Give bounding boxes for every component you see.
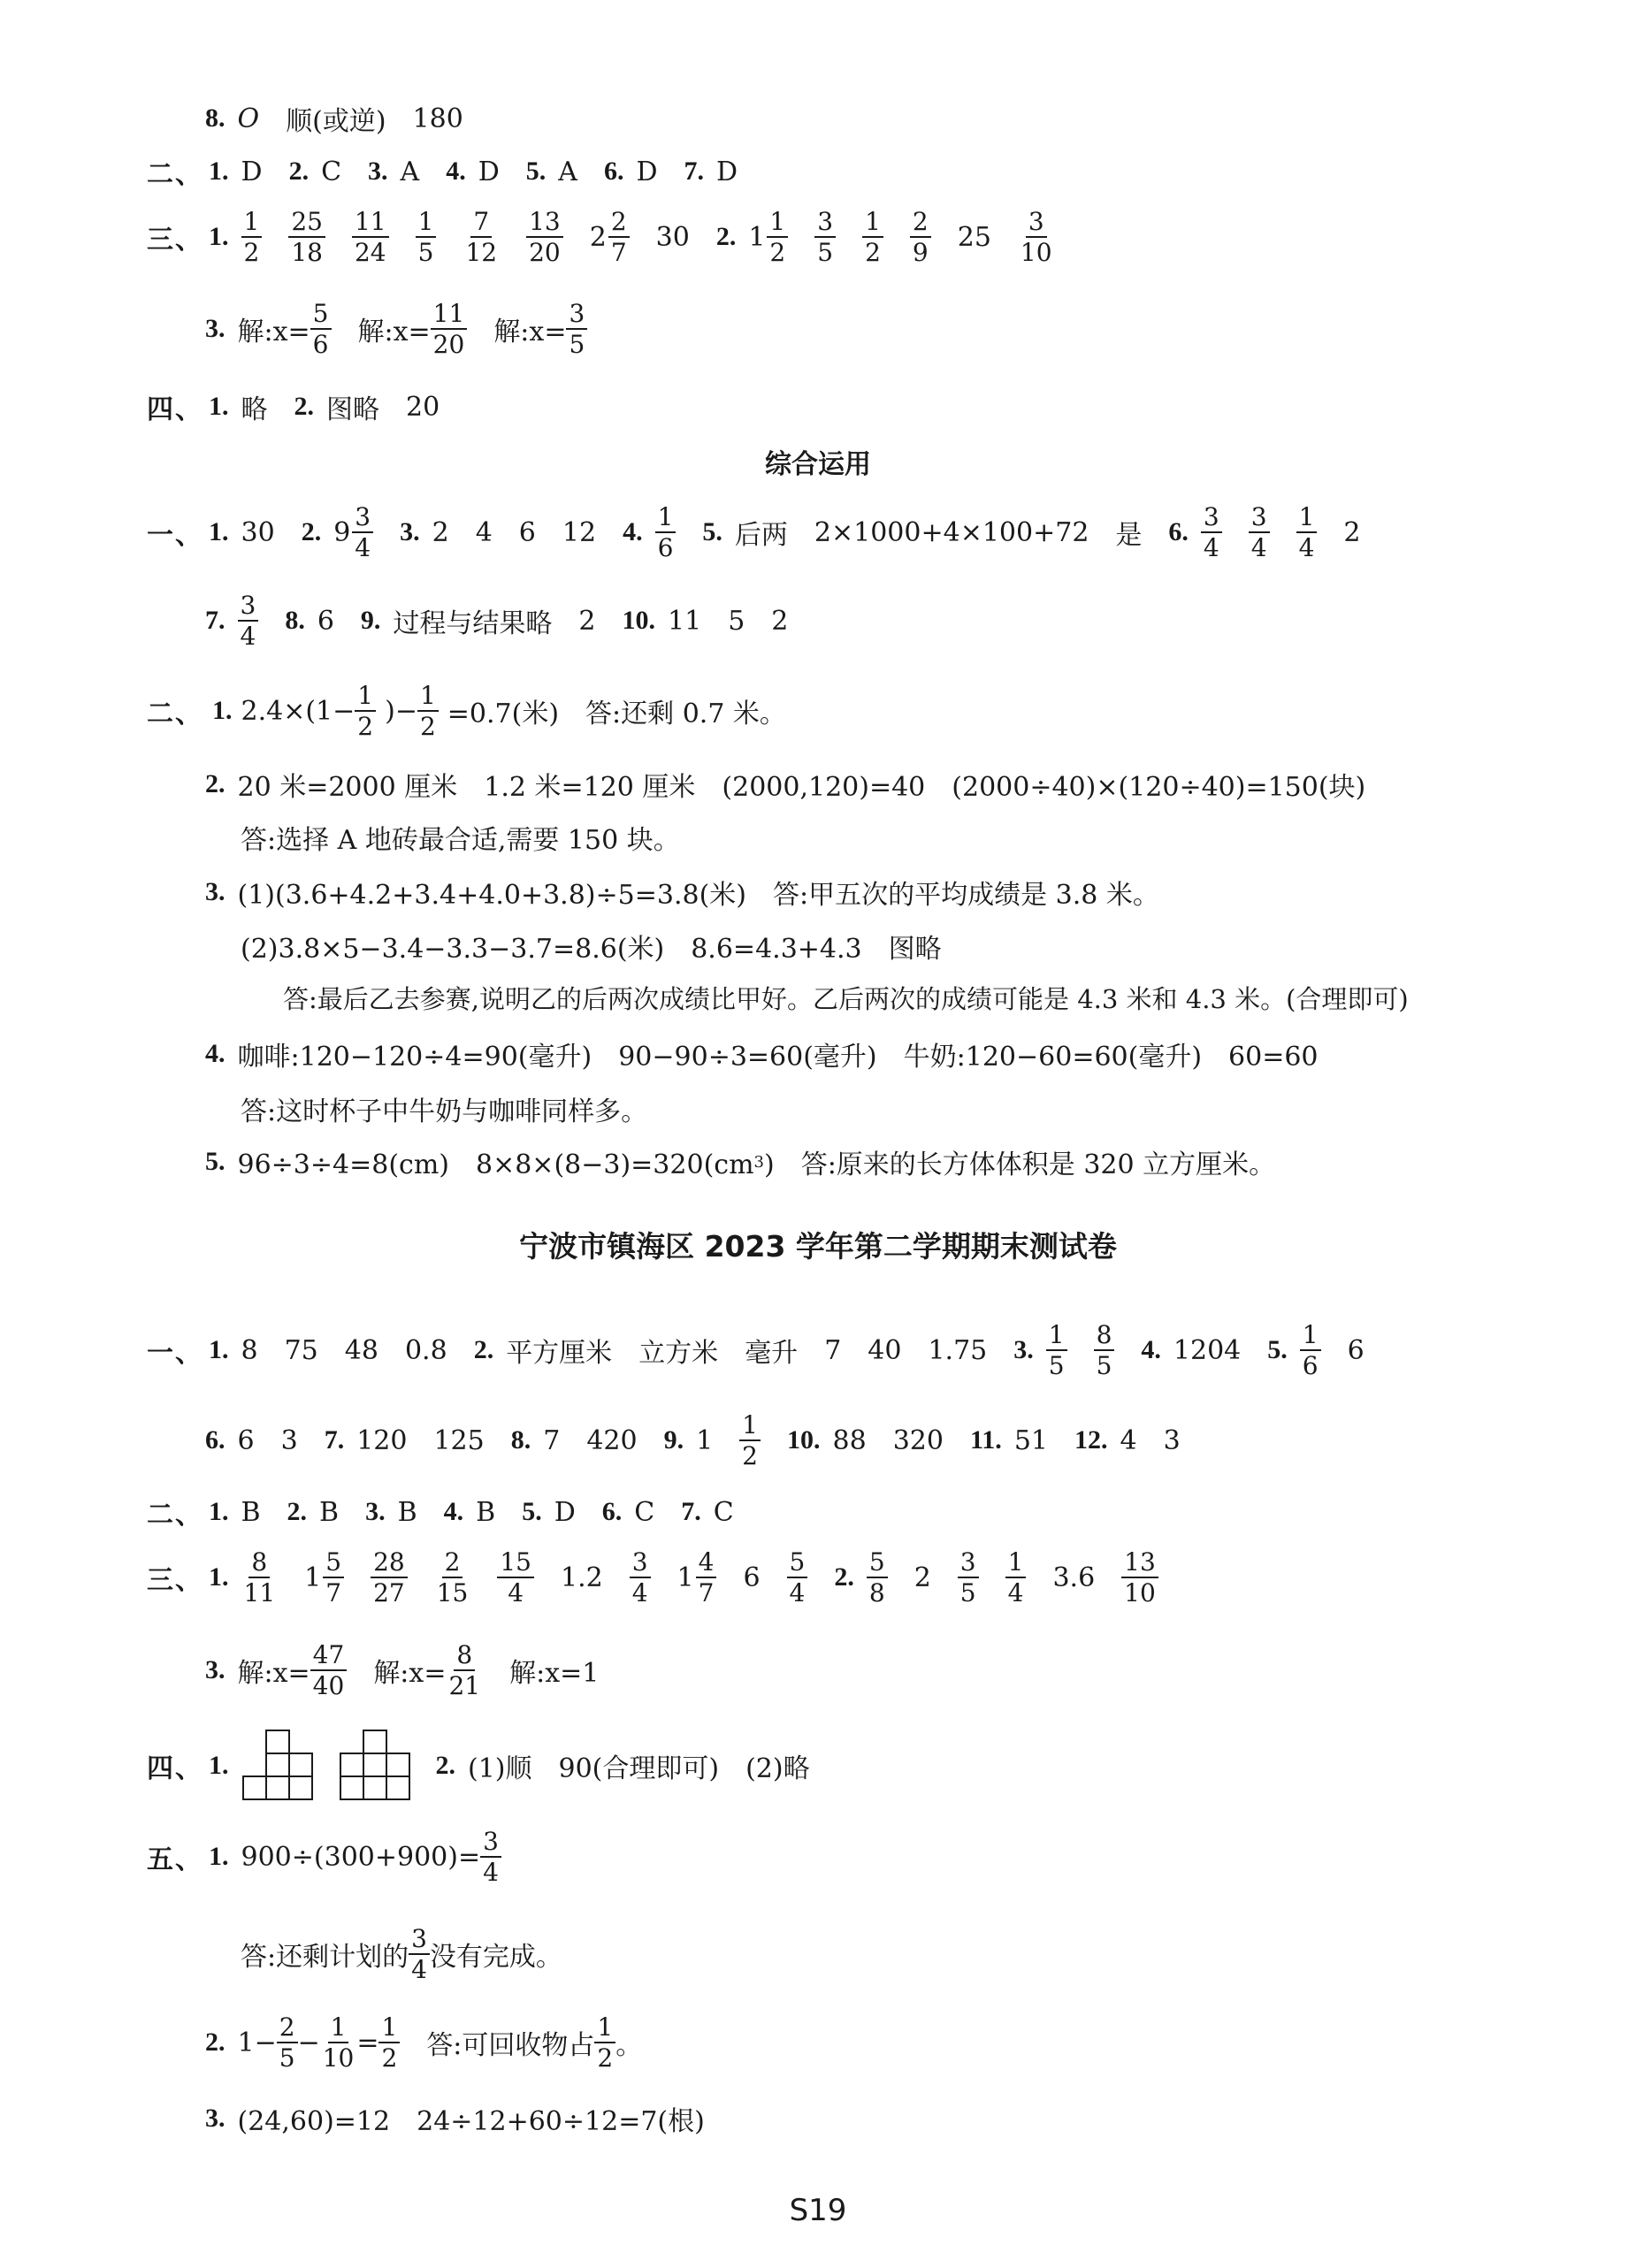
answer-text: 解:x= bbox=[237, 1658, 310, 1690]
answer-text: B bbox=[319, 1496, 340, 1528]
zonghe-part2-q4-answer bbox=[241, 1089, 674, 1128]
item-number: 7. bbox=[324, 1425, 345, 1455]
answer-text: 5 bbox=[728, 605, 745, 637]
item-number: 4. bbox=[623, 517, 643, 547]
answer-text: B bbox=[476, 1496, 496, 1528]
answer-text: D bbox=[636, 156, 658, 187]
fraction: $\frac{5}{8}$ bbox=[867, 1549, 888, 1607]
answer-text: 平方厘米 bbox=[506, 1338, 613, 1370]
item-number: 4. bbox=[446, 157, 466, 186]
fraction: $\frac{3}{4}$ bbox=[1201, 504, 1222, 561]
item-number: 6. bbox=[1168, 517, 1189, 547]
ningbo-part5-q2 bbox=[205, 2014, 669, 2072]
fraction: $\frac{28}{27}$ bbox=[371, 1549, 408, 1607]
fraction: $\frac{1}{5}$ bbox=[416, 209, 437, 266]
mixed-number: 1 $\frac{1}{2}$ bbox=[748, 209, 788, 266]
answer-text: 900÷(300+900)= bbox=[241, 1841, 481, 1873]
answer-text: 2 bbox=[914, 1562, 931, 1593]
item-number: 1. bbox=[209, 517, 229, 547]
section-label: 三、 bbox=[147, 1565, 203, 1597]
fraction: $\frac{3}{5}$ bbox=[814, 209, 836, 266]
fraction: $\frac{8}{11}$ bbox=[243, 1547, 276, 1608]
answer-text: 180 bbox=[412, 103, 463, 134]
answer-text: 3.6 bbox=[1052, 1562, 1096, 1593]
answer-text: 75 bbox=[284, 1334, 318, 1366]
fraction: $\frac{5}{4}$ bbox=[787, 1549, 808, 1607]
ningbo-part4 bbox=[147, 1729, 837, 1803]
answer-text: 6 bbox=[518, 516, 536, 548]
section-label: 二、 bbox=[147, 1500, 203, 1531]
answer-text: 420 bbox=[586, 1424, 638, 1456]
item-number: 3. bbox=[400, 517, 420, 547]
item-number: 7. bbox=[205, 606, 226, 636]
answer-text: − bbox=[297, 2027, 320, 2058]
fraction: $\frac{13}{20}$ bbox=[526, 209, 563, 266]
answer-text: 1204 bbox=[1173, 1334, 1242, 1366]
fraction: $\frac{15}{4}$ bbox=[497, 1549, 534, 1607]
fraction: $\frac{1}{2}$ bbox=[594, 2014, 615, 2072]
fraction: $\frac{2}{5}$ bbox=[277, 2014, 298, 2072]
answer-text: 1 bbox=[696, 1424, 714, 1456]
answer-text: 6 bbox=[1347, 1334, 1365, 1366]
item-number: 1. bbox=[209, 1562, 229, 1592]
ningbo-part1-line2 bbox=[205, 1412, 1207, 1470]
ningbo-part2-answers bbox=[147, 1493, 761, 1531]
zonghe-part2-q4 bbox=[205, 1035, 1345, 1073]
item-number: 8. bbox=[510, 1425, 531, 1455]
fraction: $\frac{3}{10}$ bbox=[1020, 207, 1052, 268]
item-number: 9. bbox=[663, 1425, 684, 1455]
fraction: $\frac{11}{20}$ bbox=[431, 301, 468, 358]
section-heading-ningbo: 宁波市镇海区 2023 学年第二学期期末测试卷 bbox=[519, 1229, 1117, 1264]
item-number: 3. bbox=[205, 314, 226, 344]
fraction: $\frac{3}{4}$ bbox=[630, 1549, 651, 1607]
answer-text: 4 bbox=[475, 516, 493, 548]
section-label: 二、 bbox=[147, 159, 203, 190]
item-number: 7. bbox=[681, 1497, 701, 1526]
zonghe-part2-q3-answer bbox=[283, 980, 1435, 1016]
answer-text: 90(合理即可) bbox=[558, 1753, 720, 1784]
answer-text: 毫升 bbox=[745, 1338, 799, 1370]
view-figure-2 bbox=[339, 1729, 413, 1803]
answer-text: (24,60)=12 24÷12+60÷12=7(根) bbox=[237, 2106, 705, 2137]
section-2-answers bbox=[147, 152, 764, 191]
answer-text: 立方米 bbox=[638, 1338, 719, 1370]
answer-text: C bbox=[713, 1496, 734, 1528]
answer-text: 25 bbox=[957, 221, 991, 253]
answer-text: O bbox=[237, 103, 260, 134]
answer-text: 2 bbox=[771, 605, 789, 637]
item-number: 3. bbox=[1013, 1335, 1034, 1365]
answer-text: 2 bbox=[1343, 516, 1361, 548]
answer-text: 120 bbox=[356, 1424, 408, 1456]
answer-text: C bbox=[321, 156, 342, 187]
item-number: 1. bbox=[212, 696, 233, 726]
section-label: 四、 bbox=[147, 1753, 203, 1784]
section-label: 五、 bbox=[147, 1844, 203, 1876]
item-number: 7. bbox=[684, 157, 704, 186]
answer-text: = bbox=[356, 2027, 379, 2058]
answer-text: 96÷3÷4=8(cm) 8×8×(8−3)=320(cm bbox=[237, 1149, 754, 1180]
answer-text: (2)略 bbox=[745, 1753, 810, 1784]
fraction: $\frac{1}{10}$ bbox=[322, 2012, 355, 2073]
fraction: $\frac{1}{2}$ bbox=[417, 683, 439, 740]
answer-text: 12 bbox=[562, 516, 597, 548]
answer-text: 40 bbox=[868, 1334, 902, 1366]
answer-text: 1.2 bbox=[560, 1562, 603, 1593]
ningbo-part5-q1-answer bbox=[241, 1926, 589, 1983]
zonghe-part2-q3-2 bbox=[241, 927, 968, 966]
fraction: $\frac{3}{4}$ bbox=[238, 592, 259, 650]
item-number: 2. bbox=[301, 517, 322, 547]
answer-text: 6 bbox=[743, 1562, 761, 1593]
item-number: 5. bbox=[522, 1497, 542, 1526]
answer-text: (1)(3.6+4.2+3.4+4.0+3.8)÷5=3.8(米) 答:甲五次的平均成绩是 3.8 米。 bbox=[237, 880, 1159, 911]
item-number: 1. bbox=[209, 157, 229, 186]
answer-text: 48 bbox=[344, 1334, 378, 1366]
answer-text: A bbox=[400, 156, 420, 187]
zonghe-part1-line1 bbox=[147, 504, 1388, 561]
item-number: 2. bbox=[834, 1562, 854, 1592]
answer-text: 答:这时杯子中牛奶与咖啡同样多。 bbox=[241, 1096, 648, 1127]
answer-text: 解:x=1 bbox=[509, 1658, 600, 1690]
answer-text: 6 bbox=[317, 605, 334, 637]
answer-text: 解:x= bbox=[237, 317, 310, 348]
item-number: 4. bbox=[443, 1497, 464, 1526]
zonghe-part2-q2-answer bbox=[241, 818, 707, 857]
item-number: 8. bbox=[205, 103, 226, 133]
fraction: $\frac{1}{2}$ bbox=[355, 683, 376, 740]
answer-text: 答:最后乙去参赛,说明乙的后两次成绩比甲好。乙后两次的成绩可能是 4.3 米和 4.3 米。(合理即可) bbox=[283, 984, 1409, 1014]
fraction: $\frac{2}{15}$ bbox=[436, 1547, 469, 1608]
answer-text: 解:x= bbox=[373, 1658, 447, 1690]
answer-text: 20 米=2000 厘米 1.2 米=120 厘米 (2000,120)=40 (2000÷40)×(120÷40)=150(块) bbox=[237, 772, 1366, 803]
answer-text: 0.8 bbox=[404, 1334, 447, 1366]
item-number: 1. bbox=[209, 1335, 229, 1365]
answer-text: (1)顺 bbox=[468, 1753, 532, 1784]
fraction: $\frac{3}{4}$ bbox=[480, 1829, 501, 1886]
fraction: $\frac{1}{2}$ bbox=[378, 2014, 400, 2072]
fraction: $\frac{3}{4}$ bbox=[409, 1926, 430, 1983]
item-number: 2. bbox=[473, 1335, 494, 1365]
fraction: $\frac{5}{6}$ bbox=[310, 301, 332, 358]
answer-text: D bbox=[554, 1496, 576, 1528]
item-number: 2. bbox=[205, 769, 226, 798]
fraction: $\frac{8}{5}$ bbox=[1094, 1322, 1115, 1379]
fraction: $\frac{1}{5}$ bbox=[1046, 1322, 1067, 1379]
section-label: 一、 bbox=[147, 1338, 203, 1370]
answer-text: 1.75 bbox=[928, 1334, 988, 1366]
ningbo-part1-line1 bbox=[147, 1322, 1391, 1379]
ningbo-part5-q3 bbox=[205, 2099, 731, 2138]
answer-line-8 bbox=[205, 99, 490, 138]
fraction: $\frac{3}{5}$ bbox=[958, 1549, 979, 1607]
answer-text: 6 bbox=[237, 1424, 255, 1456]
answer-text: 2 bbox=[432, 516, 449, 548]
fraction: $\frac{11}{24}$ bbox=[352, 209, 389, 266]
answer-text: D bbox=[478, 156, 500, 187]
fraction: $\frac{47}{40}$ bbox=[310, 1642, 348, 1699]
item-number: 1. bbox=[209, 222, 229, 252]
item-number: 1. bbox=[209, 1497, 229, 1526]
item-number: 1. bbox=[209, 1842, 229, 1872]
fraction: $\frac{13}{10}$ bbox=[1121, 1549, 1158, 1607]
answer-text: 30 bbox=[241, 516, 275, 548]
answer-text: 答:还剩计划的 bbox=[241, 1942, 409, 1974]
item-number: 3. bbox=[365, 1497, 386, 1526]
answer-text: 7 bbox=[824, 1334, 842, 1366]
answer-text: 4 bbox=[1120, 1424, 1137, 1456]
item-number: 4. bbox=[205, 1039, 226, 1068]
zonghe-part1-line2 bbox=[205, 592, 814, 650]
answer-text: 图略 bbox=[326, 394, 379, 425]
answer-text: 8 bbox=[241, 1334, 258, 1366]
fraction: $\frac{3}{5}$ bbox=[566, 301, 587, 358]
item-number: 2. bbox=[435, 1751, 455, 1780]
item-number: 3. bbox=[368, 157, 388, 186]
answer-text: 11 bbox=[668, 605, 702, 637]
mixed-number: 9 $\frac{3}{4}$ bbox=[333, 504, 373, 561]
fraction: $\frac{1}{6}$ bbox=[655, 504, 677, 561]
fraction: $\frac{8}{21}$ bbox=[448, 1640, 481, 1701]
answer-text: 解:x= bbox=[493, 317, 567, 348]
mixed-number: 2 $\frac{2}{7}$ bbox=[590, 209, 630, 266]
answer-text: 是 bbox=[1115, 520, 1143, 552]
fraction: $\frac{1}{4}$ bbox=[1005, 1549, 1027, 1607]
view-figure-1 bbox=[241, 1729, 316, 1803]
fraction: $\frac{1}{2}$ bbox=[739, 1412, 761, 1470]
item-number: 5. bbox=[702, 517, 722, 547]
item-number: 6. bbox=[205, 1425, 226, 1455]
superscript: 3 bbox=[753, 1152, 764, 1172]
answer-text: 125 bbox=[433, 1424, 485, 1456]
ningbo-part3-line1 bbox=[147, 1549, 1185, 1607]
section-label: 二、 bbox=[147, 699, 203, 730]
item-number: 2. bbox=[294, 392, 314, 421]
answer-text: 略 bbox=[241, 394, 268, 425]
fraction: $\frac{1}{2}$ bbox=[241, 209, 263, 266]
fraction: $\frac{7}{12}$ bbox=[465, 207, 498, 268]
item-number: 8. bbox=[285, 606, 305, 636]
section-label: 一、 bbox=[147, 520, 203, 552]
section-heading-zonghe: 综合运用 bbox=[765, 449, 871, 480]
answer-text: 答:还剩 0.7 米。 bbox=[585, 699, 786, 730]
section-4-answers bbox=[147, 387, 466, 426]
zonghe-part2-line1 bbox=[147, 683, 795, 740]
item-number: 9. bbox=[360, 606, 381, 636]
item-number: 1. bbox=[209, 392, 229, 421]
item-number: 1. bbox=[209, 1751, 229, 1780]
answer-text: 2.4×(1− bbox=[241, 695, 355, 727]
answer-text: D bbox=[716, 156, 738, 187]
answer-text: 没有完成。 bbox=[429, 1942, 562, 1974]
item-number: 2. bbox=[205, 2027, 226, 2058]
answer-text: 3 bbox=[280, 1424, 298, 1456]
section-3-answers bbox=[147, 209, 1082, 266]
fraction: $\frac{1}{2}$ bbox=[862, 209, 883, 266]
answer-text: 7 bbox=[543, 1424, 561, 1456]
item-number: 3. bbox=[205, 1655, 226, 1685]
page-number: S19 bbox=[789, 2193, 847, 2228]
answer-text: =0.7(米) bbox=[447, 699, 560, 730]
item-number: 3. bbox=[205, 2104, 226, 2133]
item-number: 2. bbox=[288, 157, 310, 186]
item-number: 3. bbox=[205, 877, 226, 906]
answer-text: 88 bbox=[832, 1424, 867, 1456]
answer-text: ) 答:原来的长方体体积是 320 立方厘米。 bbox=[763, 1149, 1276, 1180]
answer-text: 后两 bbox=[734, 520, 788, 552]
answer-text: 顺(或逆) bbox=[286, 106, 386, 137]
answer-text: 。 bbox=[615, 2030, 643, 2062]
answer-text: )− bbox=[385, 695, 417, 727]
answer-text: C bbox=[634, 1496, 655, 1528]
answer-text: 解:x= bbox=[357, 317, 431, 348]
item-number: 10. bbox=[787, 1425, 821, 1455]
fraction: $\frac{25}{18}$ bbox=[288, 209, 325, 266]
answer-text: 答:选择 A 地砖最合适,需要 150 块。 bbox=[241, 825, 680, 856]
fraction: $\frac{1}{4}$ bbox=[1296, 504, 1318, 561]
equation-solutions bbox=[205, 301, 614, 358]
answer-text: B bbox=[241, 1496, 261, 1528]
ningbo-part5-q1 bbox=[147, 1829, 528, 1886]
item-number: 5. bbox=[1267, 1335, 1288, 1365]
item-number: 2. bbox=[287, 1497, 308, 1526]
answer-text: 1− bbox=[237, 2027, 277, 2058]
answer-text: 2×1000+4×100+72 bbox=[814, 516, 1089, 548]
mixed-number: 1 $\frac{5}{7}$ bbox=[304, 1549, 344, 1607]
mixed-number: 1 $\frac{4}{7}$ bbox=[677, 1549, 717, 1607]
zonghe-part2-q3-1 bbox=[205, 873, 1186, 912]
item-number: 12. bbox=[1074, 1425, 1108, 1455]
section-label: 三、 bbox=[147, 225, 203, 256]
answer-text: 51 bbox=[1013, 1424, 1048, 1456]
answer-text: 2 bbox=[578, 605, 596, 637]
zonghe-part2-q2 bbox=[205, 765, 1392, 804]
item-number: 10. bbox=[622, 606, 656, 636]
answer-text: B bbox=[397, 1496, 417, 1528]
ningbo-part3-equations bbox=[205, 1642, 625, 1699]
zonghe-part2-q5 bbox=[205, 1142, 1302, 1181]
item-number: 6. bbox=[601, 1497, 623, 1526]
item-number: 5. bbox=[525, 157, 547, 186]
item-number: 6. bbox=[603, 157, 624, 186]
fraction: $\frac{2}{9}$ bbox=[910, 209, 931, 266]
item-number: 4. bbox=[1141, 1335, 1161, 1365]
answer-text: (2)3.8×5−3.4−3.3−3.7=8.6(米) 8.6=4.3+4.3 图略 bbox=[241, 934, 942, 965]
item-number: 2. bbox=[715, 222, 737, 252]
section-label: 四、 bbox=[147, 394, 203, 425]
answer-text: 3 bbox=[1163, 1424, 1181, 1456]
item-number: 11. bbox=[969, 1425, 1002, 1455]
fraction: $\frac{1}{6}$ bbox=[1300, 1322, 1321, 1379]
answer-text: 30 bbox=[655, 221, 690, 253]
answer-text: 过程与结果略 bbox=[393, 608, 553, 640]
answer-text: 20 bbox=[406, 391, 440, 423]
item-number: 5. bbox=[205, 1147, 226, 1176]
answer-text: A bbox=[558, 156, 577, 187]
answer-text: 答:可回收物占 bbox=[426, 2030, 595, 2062]
answer-text: 咖啡:120−120÷4=90(毫升) 90−90÷3=60(毫升) 牛奶:120−60=60(毫升) 60=60 bbox=[237, 1042, 1319, 1073]
fraction: $\frac{3}{4}$ bbox=[1249, 504, 1270, 561]
answer-text: 320 bbox=[892, 1424, 944, 1456]
answer-text: D bbox=[241, 156, 263, 187]
